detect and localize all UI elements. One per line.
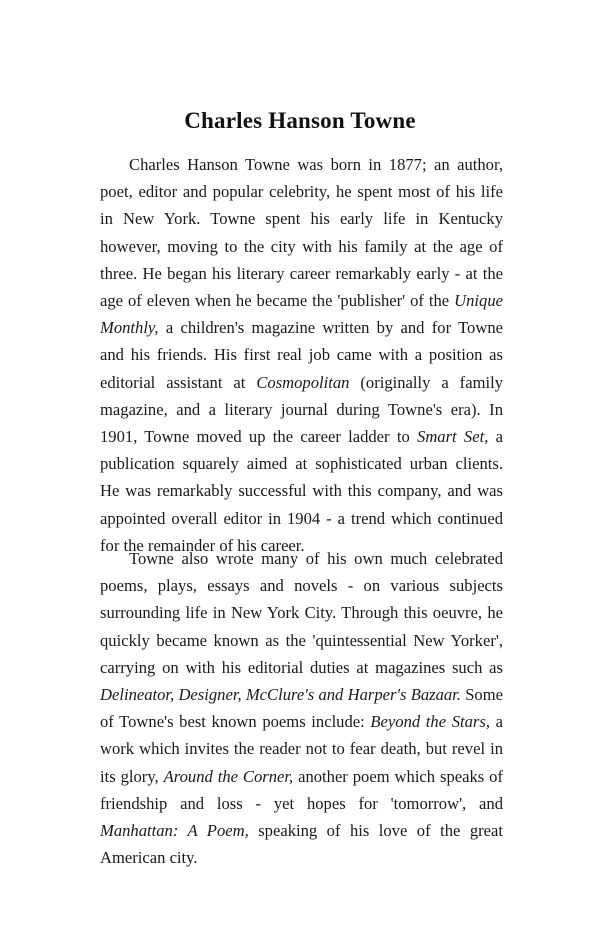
text-run: Towne also wrote many of his own much celebrated poems, plays, essays and novels - on various subjects surrounding life in New York City. Through this oeuvre, he quickly became known as the 'quintessential New Yorker', carrying on with his editorial duties at magazines such as [100,549,503,677]
magazine-title-cosmopolitan: Cosmopolitan [256,372,350,392]
biography-paragraph-2 [100,545,503,871]
magazine-title-unique-monthly: Unique Monthly, [100,291,503,338]
text-run: speaking of his love of the great American city. [100,821,503,868]
biography-paragraph-1 [100,151,503,559]
magazine-titles-list: Delineator, Designer, McClure's and Harper's Bazaar. [100,685,461,705]
text-run: Some of Towne's best known poems include: [100,685,503,732]
magazine-title-smart-set: Smart Set, [417,427,489,447]
poem-title-manhattan: Manhattan: A Poem, [100,821,249,841]
poem-title-around-the-corner: Around the Corner, [163,766,294,786]
text-run: another poem which speaks of friendship and loss - yet hopes for 'tomorrow', and [100,766,503,813]
text-run: Charles Hanson Towne was born in 1877; an author, poet, editor and popular celebrity, he spent most of his life in New York. Towne spent his early life in Kentucky however, moving to the city with his family at the age of three. He began his literary career remarkably early - at the age of eleven when he became the 'publisher' of the [100,155,503,311]
poem-title-beyond-the-stars: Beyond the Stars, [370,712,490,732]
text-run: a work which invites the reader not to fear death, but revel in its glory, [100,712,503,786]
text-run: (originally a family magazine, and a literary journal during Towne's era). In 1901, Towne moved up the career ladder to [100,372,503,447]
page-title: Charles Hanson Towne [184,108,416,133]
text-run: a publication squarely aimed at sophisticated urban clients. He was remarkably successful with this company, and was appointed overall editor in 1904 - a trend which continued for the remainder of his career. [100,427,503,555]
text-run: a children's magazine written by and for Towne and his friends. His first real job came with a position as editorial assistant at [100,318,503,392]
